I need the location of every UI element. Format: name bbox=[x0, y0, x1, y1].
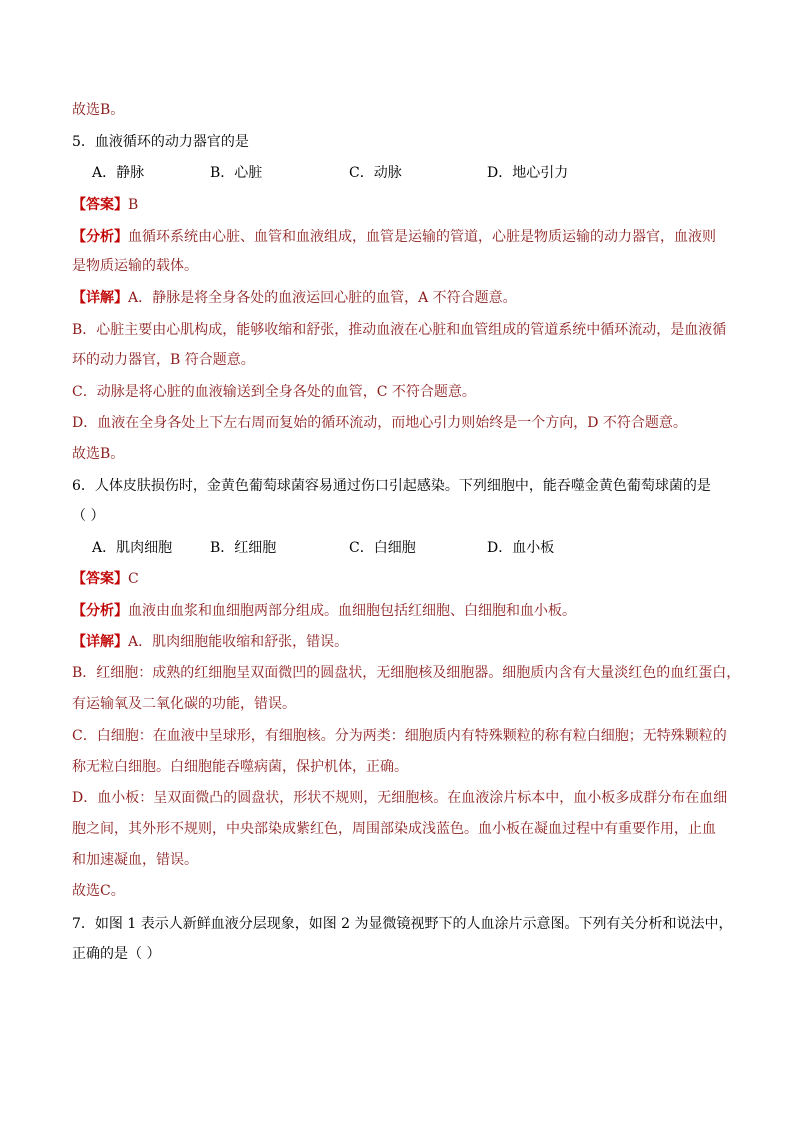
q6-question: 6．人体皮肤损伤时，金黄色葡萄球菌容易通过伤口引起感染。下列细胞中，能吞噬金黄色葡萄球菌的是 bbox=[72, 478, 711, 494]
q5-option-c: C．动脉 bbox=[349, 165, 402, 181]
q6-detail-b: B．红细胞：成熟的红细胞呈双面微凹的圆盘状，无细胞核及细胞器。细胞质内含有大量淡红色的血红蛋白， bbox=[72, 665, 741, 681]
q5-conclusion: 故选B。 bbox=[72, 446, 125, 462]
q6-detail-d: D．血小板：呈双面微凸的圆盘状，形状不规则，无细胞核。在血液涂片标本中，血小板多成群分布在血细 bbox=[72, 790, 728, 806]
answer-tag: 【答案】 bbox=[72, 571, 128, 587]
q6-detail-b-cont: 有运输氧及二氧化碳的功能，错误。 bbox=[72, 696, 296, 712]
q6-option-a: A．肌肉细胞 bbox=[92, 540, 173, 556]
q6-option-c: C．白细胞 bbox=[349, 540, 416, 556]
analysis-tag: 【分析】 bbox=[72, 229, 128, 245]
q5-answer: B bbox=[128, 197, 139, 213]
q6-option-d: D．血小板 bbox=[487, 540, 555, 556]
q5-option-b: B．心脏 bbox=[210, 165, 263, 181]
q6-answer: C bbox=[128, 571, 139, 587]
q6-detail-line bbox=[72, 632, 732, 652]
q5-analysis-text: 血循环系统由心脏、血管和血液组成，血管是运输的管道，心脏是物质运输的动力器官，血液则 bbox=[128, 229, 716, 245]
q6-answer-line bbox=[72, 569, 732, 589]
q5-option-a: A．静脉 bbox=[92, 165, 145, 181]
q5-detail-c: C．动脉是将心脏的血液输送到全身各处的血管，C 不符合题意。 bbox=[72, 384, 476, 400]
q6-conclusion: 故选C。 bbox=[72, 883, 125, 899]
q5-answer-line bbox=[72, 195, 732, 215]
q5-detail-a: A．静脉是将全身各处的血液运回心脏的血管，A 不符合题意。 bbox=[128, 290, 517, 306]
q7-question: 7．如图 1 表示人新鲜血液分层现象，如图 2 为显微镜视野下的人血涂片示意图。下列有关分析和说法中， bbox=[72, 916, 733, 932]
q6-question-blank: （ ） bbox=[72, 508, 105, 524]
q6-detail-a: A．肌肉细胞能收缩和舒张，错误。 bbox=[128, 634, 349, 650]
q7-question-cont: 正确的是（ ） bbox=[72, 946, 161, 962]
q6-detail-c-cont: 称无粒白细胞。白细胞能吞噬病菌，保护机体，正确。 bbox=[72, 759, 408, 775]
q5-option-d: D．地心引力 bbox=[487, 165, 569, 181]
q5-question: 5．血液循环的动力器官的是 bbox=[72, 134, 249, 150]
q5-detail-d: D．血液在全身各处上下左右周而复始的循环流动，而地心引力则始终是一个方向，D 不符合题意。 bbox=[72, 415, 687, 431]
q6-option-b: B．红细胞 bbox=[210, 540, 277, 556]
q5-detail-line bbox=[72, 288, 732, 308]
answer-tag: 【答案】 bbox=[72, 197, 128, 213]
q6-detail-c: C．白细胞：在血液中呈球形，有细胞核。分为两类：细胞质内有特殊颗粒的称有粒白细胞；无特殊颗粒的 bbox=[72, 728, 727, 744]
q6-analysis-text: 血液由血浆和血细胞两部分组成。血细胞包括红细胞、白细胞和血小板。 bbox=[128, 603, 576, 619]
q5-analysis-line bbox=[72, 227, 732, 247]
q6-detail-d-cont2: 和加速凝血，错误。 bbox=[72, 852, 198, 868]
detail-tag: 【详解】 bbox=[72, 634, 128, 650]
q4-conclusion: 故选B。 bbox=[72, 102, 125, 118]
detail-tag: 【详解】 bbox=[72, 290, 128, 306]
q6-detail-d-cont1: 胞之间，其外形不规则，中央部染成紫红色，周围部染成浅蓝色。血小板在凝血过程中有重要作用，止血 bbox=[72, 821, 716, 837]
q5-detail-b-cont: 环的动力器官，B 符合题意。 bbox=[72, 352, 255, 368]
q5-detail-b: B．心脏主要由心肌构成，能够收缩和舒张，推动血液在心脏和血管组成的管道系统中循环流动，是血液循 bbox=[72, 322, 727, 338]
q6-analysis-line bbox=[72, 601, 732, 621]
q5-analysis-text-cont: 是物质运输的载体。 bbox=[72, 258, 198, 274]
analysis-tag: 【分析】 bbox=[72, 603, 128, 619]
